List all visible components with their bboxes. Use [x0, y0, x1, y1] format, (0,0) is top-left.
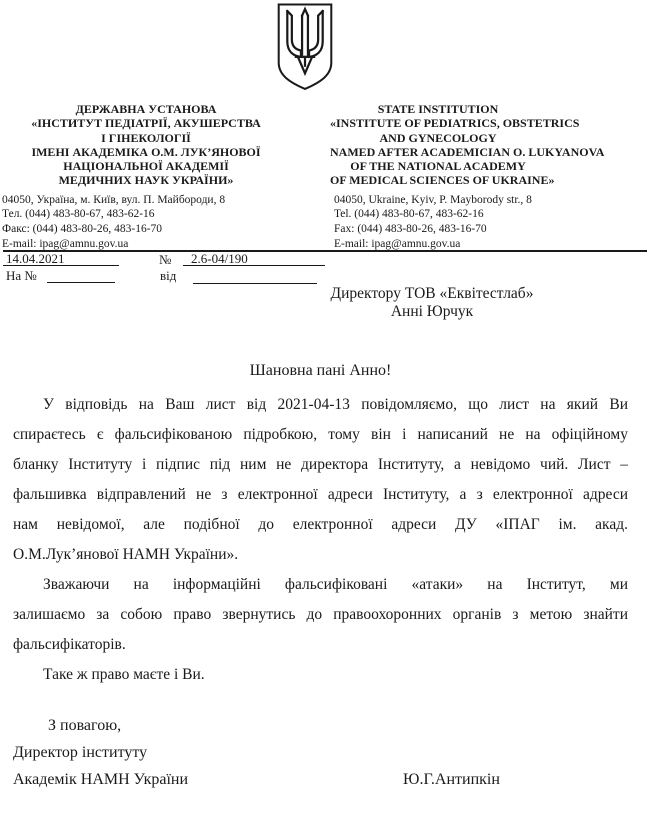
salutation: Шановна пані Анно!: [249, 362, 392, 379]
signature-row: [13, 766, 628, 793]
closing-block: [13, 712, 628, 793]
body-line: бланку Інституту і підпис під ним не директора Інституту, а невідомо чий. Лист –: [13, 456, 628, 473]
letter-body: [13, 390, 628, 690]
org-line: STATE INSTITUTION: [377, 102, 499, 116]
body-line: Таке ж право маєте і Ви.: [43, 666, 205, 683]
org-line: AND GYNECOLOGY: [379, 130, 497, 145]
address-line: E-mail: ipag@amnu.gov.ua: [2, 237, 129, 250]
org-line: OF THE NATIONAL ACADEMY: [350, 159, 526, 174]
address-line: Tel. (044) 483-80-67, 483-62-16: [334, 208, 484, 221]
reply-to-label: На №: [6, 268, 37, 283]
closing-regards: З повагою,: [48, 717, 122, 734]
body-line: спираєтесь є фальсифікованою підробкою, тому він і написаний не на офіційному: [13, 426, 628, 443]
org-line: NAMED AFTER ACADEMICIAN O. LUKYANOVA: [330, 144, 605, 159]
body-line: залишаємо за собою право звернутись до правоохоронних органів з метою знайти: [13, 606, 628, 623]
org-line: НАЦІОНАЛЬНОЇ АКАДЕМІЇ: [63, 159, 229, 174]
address-line: Факс: (044) 483-80-26, 483-16-70: [2, 222, 163, 235]
letterhead-english: [330, 102, 605, 251]
address-line: 04050, Україна, м. Київ, вул. П. Майбороди, 8: [2, 193, 226, 206]
org-address-uk: [0, 193, 292, 251]
body-line: У відповідь на Ваш лист від 2021-04-13 повідомляємо, що лист на який Ви: [43, 396, 628, 413]
recipient-line: Директору ТОВ «Еквітестлаб»: [330, 285, 534, 302]
letter-date: 14.04.2021: [3, 252, 119, 266]
letterhead-ukrainian: [0, 102, 292, 251]
address-line: Тел. (044) 483-80-67, 483-62-16: [2, 208, 155, 221]
reply-to-blank-field: [47, 268, 115, 283]
org-line: OF MEDICAL SCIENCES OF UKRAINE»: [330, 173, 555, 188]
org-address-en: [330, 193, 546, 251]
address-line: E-mail: ipag@amnu.gov.ua: [334, 237, 461, 250]
from-date-blank-field: [193, 268, 317, 284]
recipient-block: [318, 285, 546, 320]
letter-number: 2.6-04/190: [183, 252, 325, 266]
org-name-en: [330, 102, 605, 188]
number-sign-label: №: [159, 252, 172, 267]
body-line: Зважаючи на інформаційні фальсифіковані «атаки» на Інститут, ми: [43, 576, 628, 593]
org-line: МЕДИЧНИХ НАУК УКРАЇНИ»: [58, 173, 234, 188]
org-line: «ІНСТИТУТ ПЕДІАТРІЇ, АКУШЕРСТВА: [31, 116, 261, 131]
ukraine-trident-emblem-icon: [277, 3, 333, 91]
address-line: 04050, Ukraine, Kyiv, P. Mayborody str., 8: [334, 193, 532, 206]
signer-title-line2: Академік НАМН України: [13, 771, 189, 788]
org-line: ДЕРЖАВНА УСТАНОВА: [75, 102, 217, 116]
address-line: Fax: (044) 483-80-26, 483-16-70: [334, 222, 487, 235]
body-line: фальшивка відправлений не з електронної адреси Інституту, а з електронної адреси: [13, 486, 628, 503]
recipient-line: Анні Юрчук: [390, 302, 474, 320]
org-line: «INSTITUTE OF PEDIATRICS, OBSTETRICS: [330, 116, 580, 131]
body-line: нам невідомої, але подібної до електронної адреси ДУ «ІПАГ ім. акад.: [13, 516, 628, 533]
org-line: ІМЕНІ АКАДЕМІКА О.М. ЛУК’ЯНОВОЇ: [31, 144, 261, 159]
org-line: І ГІНЕКОЛОГІЇ: [101, 130, 191, 145]
signer-name: Ю.Г.Антипкін: [403, 771, 500, 788]
body-line: О.М.Лук’янової НАМН України».: [13, 546, 239, 563]
body-line: фальсифікаторів.: [13, 636, 126, 653]
from-date-label: від: [160, 268, 177, 283]
org-name-uk: [0, 102, 292, 188]
signer-title-line1: Директор інституту: [13, 744, 148, 761]
